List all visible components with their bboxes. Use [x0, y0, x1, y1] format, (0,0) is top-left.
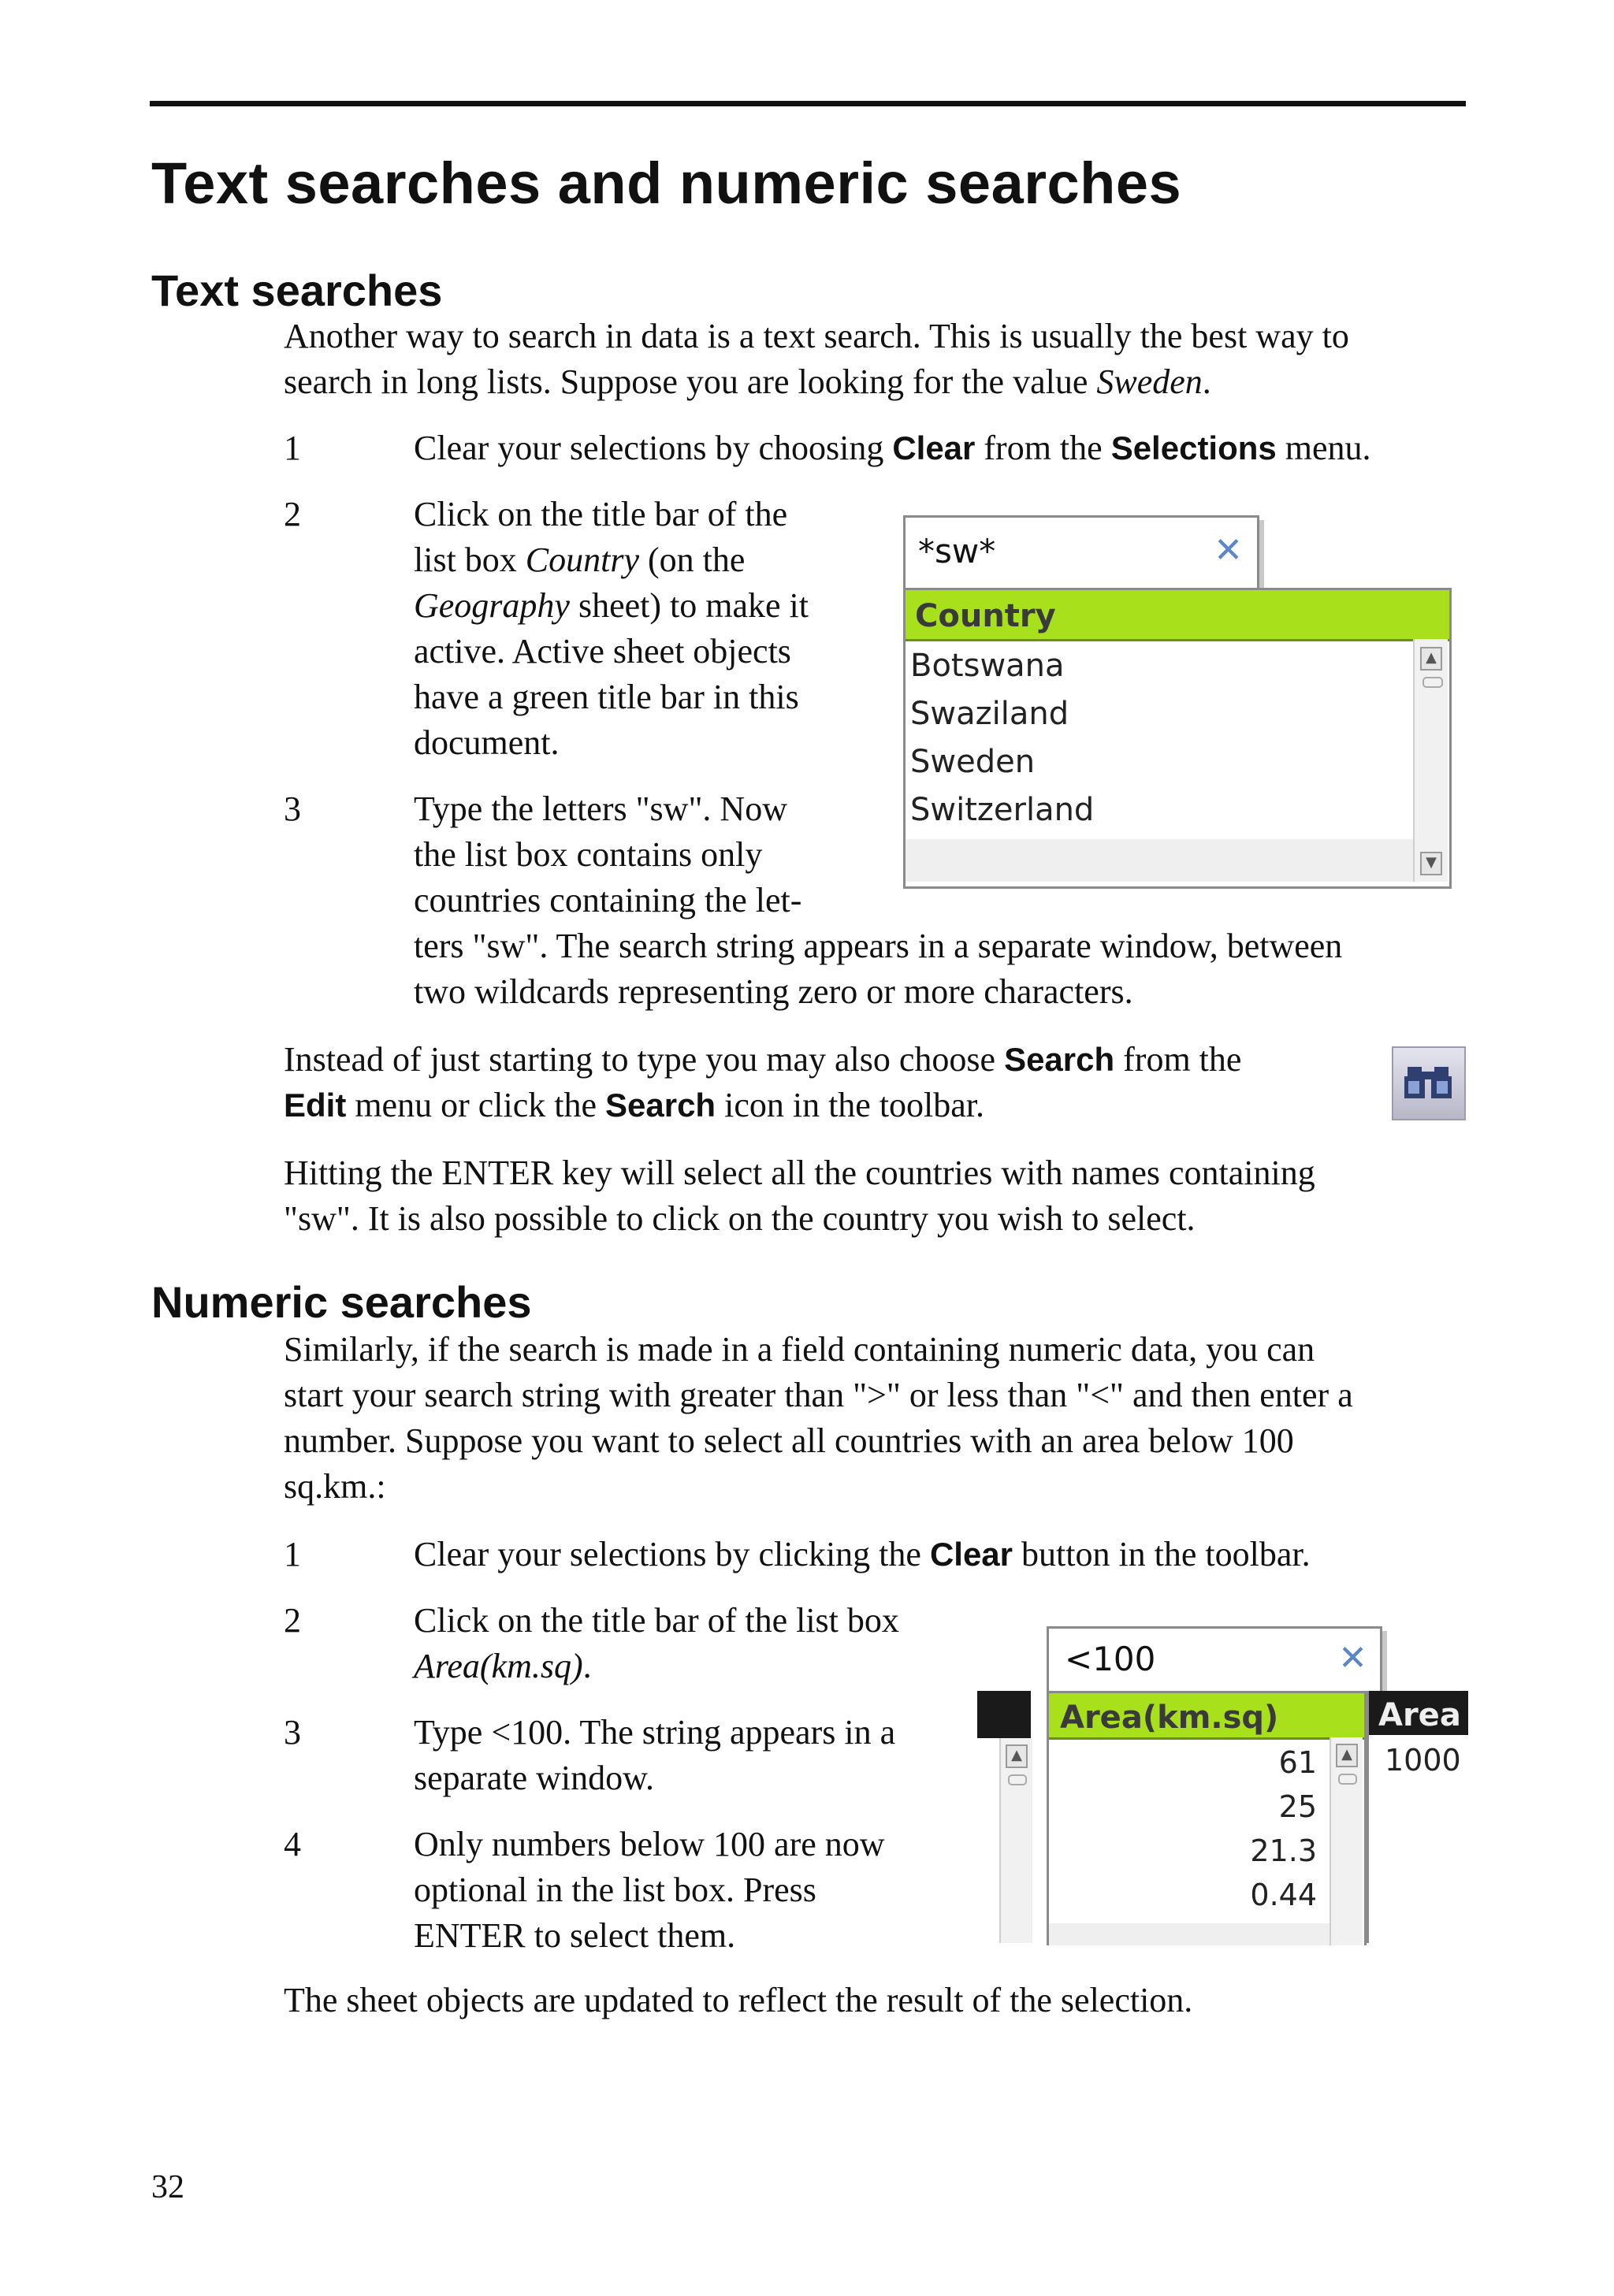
- page-title: Text searches and numeric searches: [151, 150, 1182, 216]
- instead-line-2: Edit menu or click the Search icon in the toolbar.: [284, 1086, 985, 1124]
- list-item[interactable]: Sweden: [910, 744, 1036, 780]
- scroll-down-icon[interactable]: ▼: [1420, 852, 1442, 875]
- listbox-title-bar[interactable]: [1049, 1693, 1364, 1740]
- list-item[interactable]: 1000: [1385, 1743, 1461, 1778]
- num-step-4-line: optional in the list box. Press: [414, 1871, 816, 1909]
- num-step-3-line: separate window.: [414, 1759, 655, 1797]
- scroll-thumb[interactable]: [1422, 677, 1443, 688]
- list-item[interactable]: Botswana: [910, 648, 1065, 684]
- neighbor-title-bar: [977, 1691, 1031, 1738]
- intro-line-1: Another way to search in data is a text search. This is usually the best way to: [284, 317, 1349, 355]
- step-3-line: the list box contains only: [414, 835, 763, 874]
- close-icon[interactable]: ✕: [1214, 530, 1243, 570]
- step-2-line: list box Country (on the: [414, 541, 746, 579]
- step-3-line: ters "sw". The search string appears in a separate window, between: [414, 927, 1343, 965]
- numeric-intro-line: sq.km.:: [284, 1467, 386, 1506]
- list-item[interactable]: 61: [1278, 1745, 1317, 1780]
- step-3-line: Type the letters "sw". Now: [414, 789, 787, 828]
- neighbor-listbox-title: Area: [1378, 1697, 1461, 1733]
- step-number: 4: [284, 1825, 301, 1863]
- step-number: 1: [284, 429, 301, 467]
- close-icon[interactable]: ✕: [1338, 1638, 1367, 1678]
- step-number: 3: [284, 789, 301, 828]
- step-number: 2: [284, 495, 301, 533]
- list-item[interactable]: 0.44: [1250, 1878, 1317, 1912]
- section-heading-text-searches: Text searches: [151, 266, 443, 315]
- intro-line-2: search in long lists. Suppose you are looking for the value Sweden.: [284, 362, 1211, 401]
- section-heading-numeric-searches: Numeric searches: [151, 1277, 532, 1327]
- numeric-search-window[interactable]: [1047, 1626, 1382, 1694]
- listbox-title: Country: [915, 598, 1056, 634]
- area-listbox[interactable]: [1047, 1691, 1367, 1945]
- step-3-line: countries containing the let-: [414, 881, 802, 920]
- search-string[interactable]: <100: [1065, 1640, 1156, 1678]
- numeric-intro-line: start your search string with greater than ">" or less than "<" and then enter a: [284, 1376, 1353, 1414]
- step-1-text: Clear your selections by choosing Clear from the Selections menu.: [414, 429, 1371, 467]
- scroll-thumb[interactable]: [1338, 1774, 1357, 1785]
- num-step-4-line: ENTER to select them.: [414, 1916, 736, 1955]
- step-2-line: document.: [414, 723, 560, 762]
- numeric-intro-line: number. Suppose you want to select all countries with an area below 100: [284, 1421, 1294, 1460]
- step-number: 3: [284, 1713, 301, 1752]
- step-2-line: have a green title bar in this: [414, 678, 799, 716]
- hitting-line-2: "sw". It is also possible to click on the country you wish to select.: [284, 1199, 1196, 1238]
- num-step-2-line: Area(km.sq).: [414, 1647, 592, 1685]
- scroll-up-icon[interactable]: ▲: [1006, 1744, 1028, 1768]
- scrollbar[interactable]: [1330, 1737, 1363, 1945]
- neighbor-scrollbar[interactable]: [999, 1738, 1032, 1943]
- scroll-up-icon[interactable]: ▲: [1336, 1744, 1358, 1767]
- step-3-line: two wildcards representing zero or more characters.: [414, 972, 1133, 1011]
- num-step-1-text: Clear your selections by clicking the Clear button in the toolbar.: [414, 1535, 1311, 1573]
- scroll-up-icon[interactable]: ▲: [1420, 647, 1442, 671]
- list-item[interactable]: 25: [1278, 1789, 1317, 1824]
- num-step-3-line: Type <100. The string appears in a: [414, 1713, 896, 1752]
- scrollbar[interactable]: [1413, 639, 1448, 882]
- top-rule: [150, 101, 1466, 106]
- num-step-2-line: Click on the title bar of the list box: [414, 1601, 899, 1640]
- step-2-line: active. Active sheet objects: [414, 632, 791, 671]
- step-2-line: Geography sheet) to make it: [414, 586, 809, 625]
- instead-line-1: Instead of just starting to type you may also choose Search from the: [284, 1040, 1242, 1079]
- search-window[interactable]: [903, 515, 1259, 591]
- binoculars-icon: [1393, 1048, 1464, 1119]
- list-item[interactable]: Swaziland: [910, 696, 1069, 732]
- scroll-thumb[interactable]: [1008, 1774, 1027, 1785]
- list-item[interactable]: 21.3: [1250, 1833, 1317, 1868]
- neighbor-area-listbox[interactable]: [1367, 1691, 1468, 1943]
- page-number: 32: [151, 2169, 184, 2205]
- listbox-empty-area: [906, 839, 1413, 882]
- step-number: 2: [284, 1601, 301, 1640]
- hitting-line-1: Hitting the ENTER key will select all the countries with names containing: [284, 1154, 1315, 1192]
- listbox-empty-area: [1049, 1923, 1330, 1945]
- listbox-title-bar[interactable]: [906, 590, 1449, 641]
- country-listbox[interactable]: [903, 588, 1452, 889]
- listbox-title: Area(km.sq): [1060, 1700, 1279, 1736]
- binoculars-search-icon[interactable]: [1392, 1046, 1466, 1120]
- search-string[interactable]: *sw*: [918, 532, 996, 570]
- neighbor-title-bar[interactable]: [1369, 1691, 1468, 1735]
- num-step-4-line: Only numbers below 100 are now: [414, 1825, 885, 1863]
- step-2-line: Click on the title bar of the: [414, 495, 788, 533]
- step-number: 1: [284, 1535, 301, 1573]
- numeric-intro-line: Similarly, if the search is made in a field containing numeric data, you can: [284, 1330, 1315, 1369]
- closing-line: The sheet objects are updated to reflect the result of the selection.: [284, 1981, 1193, 2019]
- list-item[interactable]: Switzerland: [910, 792, 1095, 828]
